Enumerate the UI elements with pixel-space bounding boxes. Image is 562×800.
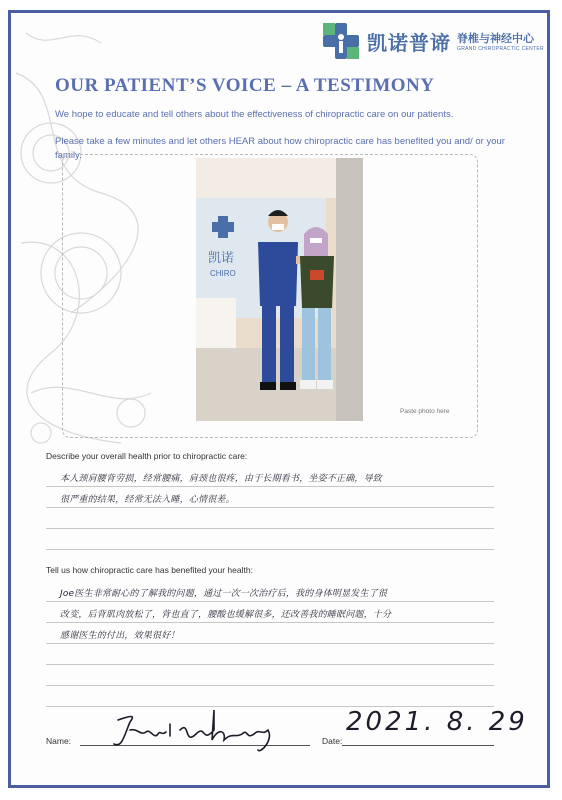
wall-sign-text: 凯诺 bbox=[208, 251, 235, 266]
testimonial-photo bbox=[196, 158, 363, 421]
answer-line bbox=[46, 685, 494, 686]
date-value: 2021. 8. 29 bbox=[346, 707, 528, 737]
clinic-logo bbox=[321, 21, 544, 61]
answer-2-line-3: 感谢医生的付出，效果很好！ bbox=[60, 631, 180, 641]
answer-line bbox=[46, 622, 494, 623]
answer-line bbox=[46, 507, 494, 508]
clinic-subtitle-cn: 脊椎与神经中心 bbox=[457, 32, 534, 45]
answer-line bbox=[46, 528, 494, 529]
name-label: Name: bbox=[46, 736, 72, 746]
wall-sign-text-2: CHIRO bbox=[210, 269, 236, 278]
intro-text-2: Please take a few minutes and let others HEAR about how chiropractic care has benefited you and/ or your family. bbox=[55, 136, 505, 161]
answer-line bbox=[46, 664, 494, 665]
paste-photo-hint: Paste photo here bbox=[400, 408, 450, 415]
date-line bbox=[342, 745, 494, 746]
clinic-name-cn: 凯诺普谛 bbox=[367, 30, 451, 55]
handwritten-signature bbox=[110, 700, 310, 756]
answer-line bbox=[46, 643, 494, 644]
answer-2-line-1: Joe医生非常耐心的了解我的问题，通过一次一次治疗后，我的身体明显发生了很 bbox=[60, 589, 388, 599]
clinic-logo-icon bbox=[321, 21, 361, 61]
question-1-label: Describe your overall health prior to chiropractic care: bbox=[46, 451, 248, 461]
answer-line bbox=[46, 486, 494, 487]
answer-line bbox=[46, 601, 494, 602]
date-label: Date: bbox=[322, 736, 343, 746]
clinic-subtitle-en: GRAND CHIROPRACTIC CENTER bbox=[457, 46, 544, 52]
question-2-label: Tell us how chiropractic care has benefited your health: bbox=[46, 565, 253, 575]
answer-1-line-1: 本人颈肩腰背劳损，经常腰痛，肩颈也很疼，由于长期看书，坐姿不正确，导致 bbox=[60, 474, 383, 484]
intro-text-1: We hope to educate and tell others about the effectiveness of chiropractic care on our patients. bbox=[55, 109, 454, 120]
answer-1-line-2: 很严重的结果，经常无法入睡，心情很差。 bbox=[60, 495, 235, 505]
page-title: OUR PATIENT’S VOICE – A TESTIMONY bbox=[55, 75, 435, 96]
answer-line bbox=[46, 549, 494, 550]
answer-2-line-2: 改变，后背肌肉放松了，背也直了，腰酸也缓解很多，还改善我的睡眠问题，十分 bbox=[60, 610, 392, 620]
